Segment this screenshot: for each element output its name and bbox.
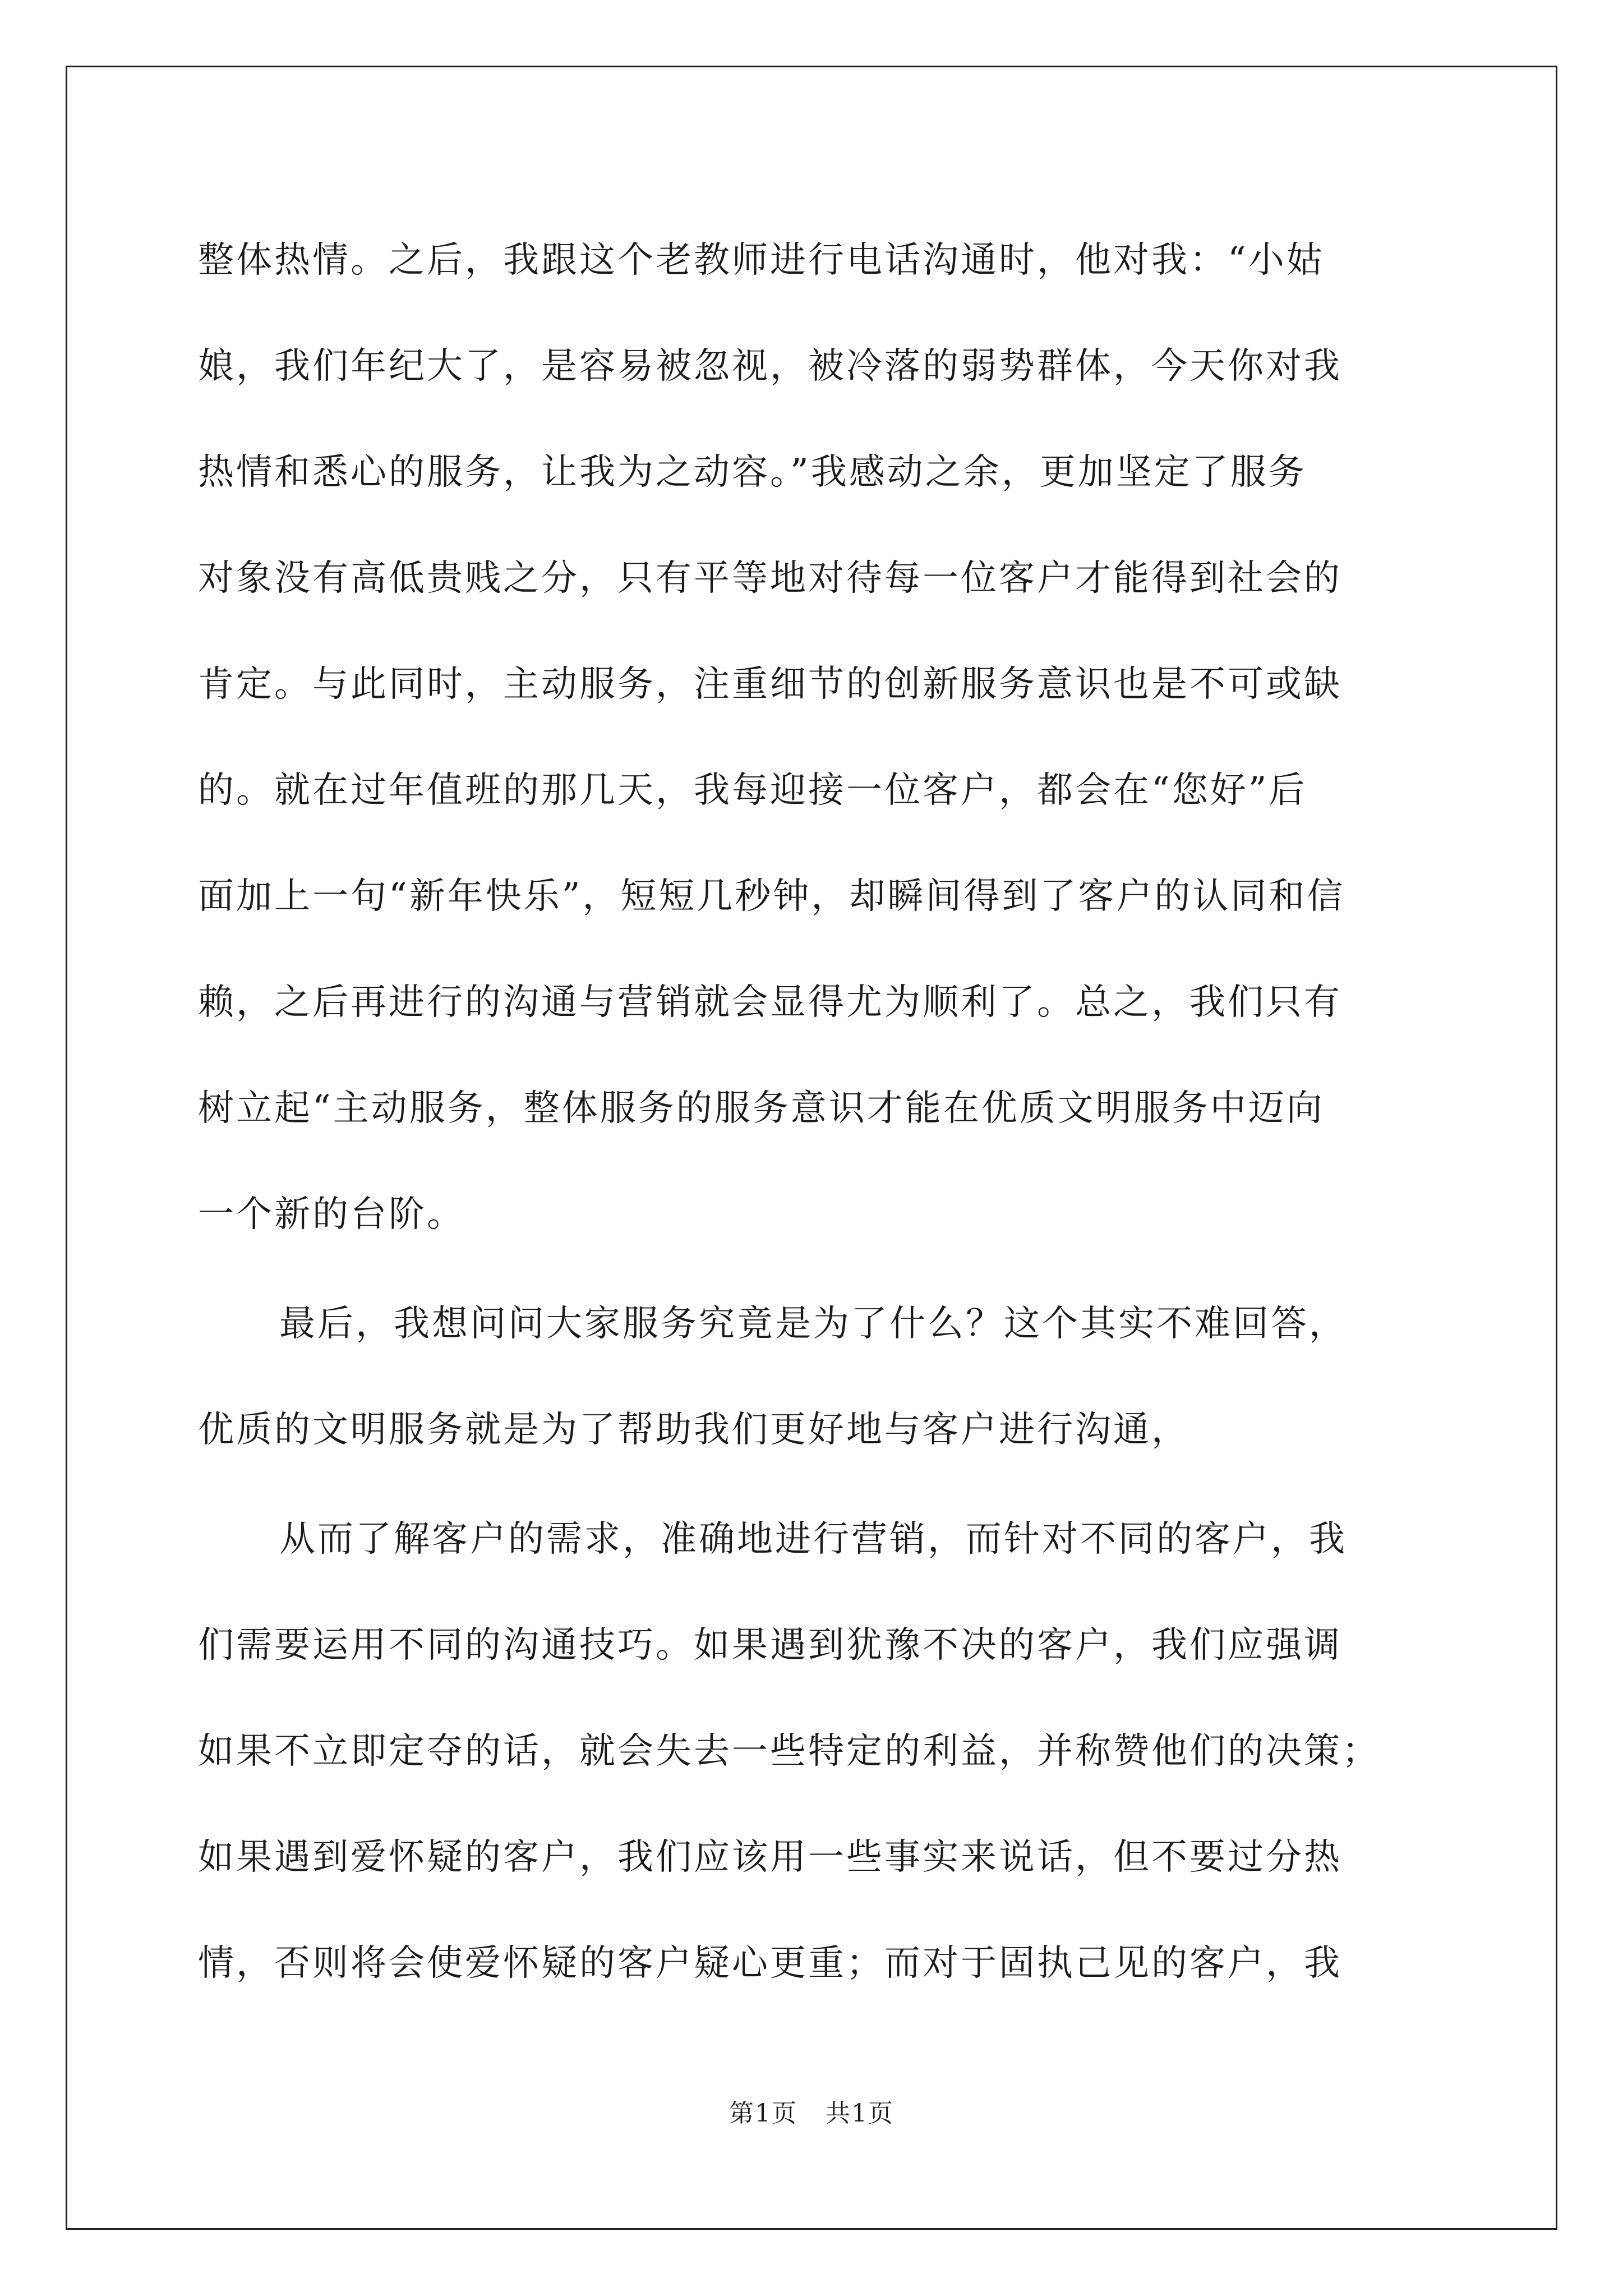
body-line: 如果不立即定夺的话，就会失去一些特定的利益，并称赞他们的决策； <box>198 1731 1380 1772</box>
paragraph-first-line: 最后，我想问问大家服务究竟是为了什么？这个其实不难回答， <box>279 1303 1347 1345</box>
body-line: 如果遇到爱怀疑的客户，我们应该用一些事实来说话，但不要过分热 <box>198 1837 1342 1878</box>
body-line: 整体热情。之后，我跟这个老教师进行电话沟通时，他对我：“小姑 <box>198 240 1325 281</box>
body-line: 面加上一句“新年快乐”，短短几秒钟，却瞬间得到了客户的认同和信 <box>198 876 1345 917</box>
paragraph-first-line: 从而了解客户的需求，准确地进行营销，而针对不同的客户，我 <box>279 1519 1347 1560</box>
body-line: 的。就在过年值班的那几天，我每迎接一位客户，都会在“您好”后 <box>198 770 1307 811</box>
body-line: 情，否则将会使爱怀疑的客户疑心更重；而对于固执己见的客户，我 <box>198 1943 1342 1984</box>
body-line: 们需要运用不同的沟通技巧。如果遇到犹豫不决的客户，我们应强调 <box>198 1625 1342 1666</box>
document-body <box>198 208 1454 2017</box>
body-line: 一个新的台阶。 <box>198 1194 465 1235</box>
page-total: 共1页 <box>826 2099 894 2128</box>
body-line: 娘，我们年纪大了，是容易被忽视，被冷落的弱势群体，今天你对我 <box>198 346 1342 387</box>
body-line: 树立起“主动服务，整体服务的服务意识才能在优质文明服务中迈向 <box>198 1088 1325 1129</box>
body-line: 热情和悉心的服务，让我为之动容。”我感动之余，更加坚定了服务 <box>198 452 1307 493</box>
body-line: 肯定。与此同时，主动服务，注重细节的创新服务意识也是不可或缺 <box>198 664 1342 705</box>
body-line: 对象没有高低贵贱之分，只有平等地对待每一位客户才能得到社会的 <box>198 558 1342 599</box>
body-line: 赖，之后再进行的沟通与营销就会显得尤为顺利了。总之，我们只有 <box>198 982 1342 1023</box>
body-line: 优质的文明服务就是为了帮助我们更好地与客户进行沟通， <box>198 1409 1189 1451</box>
page-footer <box>0 2097 1623 2131</box>
page-number: 第1页 <box>729 2099 797 2128</box>
